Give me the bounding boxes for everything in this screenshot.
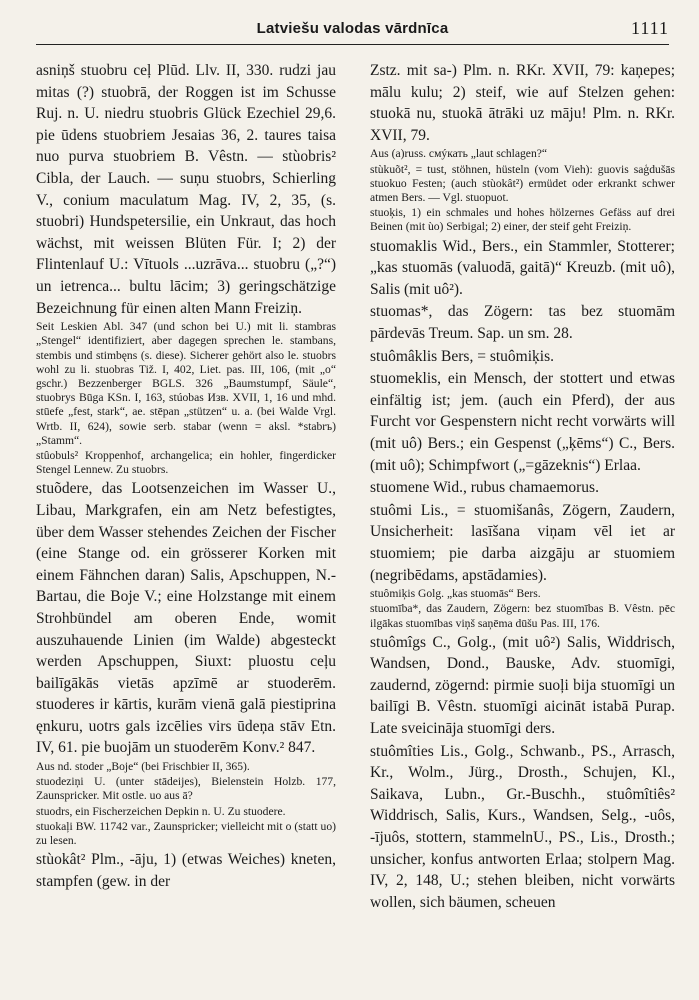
page-number: 1111 bbox=[631, 18, 669, 38]
dictionary-entry-block bbox=[370, 477, 675, 499]
entry-text: stuômîgs C., Golg., (mit uô²) Salis, Widdrisch, Wandsen, Dond., Bauske, Adv. stuomīgi, zaudernd, zögernd: pirmie suoļi bija stuomīgi un bailīgi B. Vêstn. stuomīgi aicināt istabā Purap. Late sveicināja stuomīgi ders. bbox=[370, 633, 675, 738]
entry-text: stuômiķis Golg. „kas stuomās“ Bers. bbox=[370, 587, 541, 601]
dictionary-entry-block bbox=[370, 60, 675, 146]
entry-text: stuokaļi BW. 11742 var., Zaunspricker; vielleicht mit o (statt uo) zu lesen. bbox=[36, 819, 336, 848]
entry-text: stùokât² Plm., -āju, 1) (etwas Weiches) kneten, stampfen (gew. in der bbox=[36, 851, 336, 890]
dictionary-entry-block bbox=[370, 587, 675, 601]
dictionary-entry-block bbox=[370, 602, 675, 630]
dictionary-entry-block bbox=[370, 163, 675, 206]
left-column bbox=[36, 60, 336, 893]
dictionary-entry-block bbox=[36, 805, 336, 819]
entry-text: stuomene Wid., rubus chamaemorus. bbox=[370, 479, 599, 497]
entry-text: stuomība*, das Zaudern, Zögern: bez stuomības B. Vêstn. pēc ilgākas stuomības viņš saņēma dūšu Pas. III, 176. bbox=[370, 602, 675, 630]
dictionary-entry-block bbox=[370, 346, 675, 368]
entry-text: stuõdere, das Lootsenzeichen im Wasser U., Libau, Markgrafen, ein am Netz befestigtes, über dem Wasser stehendes Zeichen der Fischer (eine Stange od. ein grösserer Korken mit einem Fähnchen daran) Salis, Apschuppen, N.-Bartau, die Boje V.; eine Holzstange mit einem Strohbündel am oberen Ende, womit auszuhauende Linien (im Walde) abgesteckt werden Apschuppen, Siuxt: pluostu ceļu bailīgākās vietās apzīmē ar stuoderēm. stuoderes ir kārtis, kurām vienā galā piestiprina ęnkuru, uotrs gals izcēlies virs ūdeņa stāv Etn. IV, 61. pie buojām un stuoderēm Konv.² 847. bbox=[36, 480, 336, 757]
entry-text: Aus (a)russ. смýкать „laut schlagen?“ bbox=[370, 147, 548, 161]
entry-text: asniņš stuobru ceļ Plūd. Llv. II, 330. rudzi jau mitas (?) stuobrā, der Roggen ist im Schusse Ruj. n. U. niedru stuobris Glück Ezechiel 29,6. pie ūdens stuobriem Jesaias 36, 2. taures taisa nuo purva stuobriem B. Vêstn. — stùobris² Cibla, der Lauch. — suņu stuobrs, Schierling V., conium maculatum Mag. IV, 2, 35, (s. stuobri) Hundspetersilie, ein Unkraut, das hoch wächst, mit weissen Blüten Für. I; 2) der Flintenlauf U.: Vītuols ...uzrāva... stuobru („?“) un ietrenca... bultu lācim; 3) geringschätzige Bezeichnung für einen alten Mann Freiziņ. bbox=[36, 62, 336, 317]
entry-text: stuomas*, das Zögern: tas bez stuomām pārdevās Treum. Sap. un sm. 28. bbox=[370, 303, 675, 342]
dictionary-entry-block bbox=[370, 500, 675, 586]
dictionary-entry-block bbox=[36, 320, 336, 448]
dictionary-entry-block bbox=[36, 849, 336, 892]
dictionary-entry-block bbox=[370, 147, 675, 161]
entry-text: stuomeklis, ein Mensch, der stottert und etwas einfältig ist; jem. (auch ein Pferd), der aus Furcht vor Gespenstern nicht recht vorwärts will (mit uô) Bers.; ein Gespenst („ķēms“) C., Bers. (mit uô); Schimpfwort („=gāzeknis“) Erlaa. bbox=[370, 370, 675, 474]
dictionary-entry-block bbox=[36, 449, 336, 477]
dictionary-entry-block bbox=[370, 301, 675, 344]
dictionary-entry-block bbox=[370, 632, 675, 740]
entry-text: stuodrs, ein Fischerzeichen Depkin n. U. Zu stuodere. bbox=[36, 804, 286, 818]
dictionary-entry-block bbox=[370, 741, 675, 914]
entry-text: Aus nd. stoder „Boje“ (bei Frischbier II, 365). bbox=[36, 760, 250, 774]
entry-text: stuoķis, 1) ein schmales und hohes hölzernes Gefäss auf drei Beinen (mit ùo) Serbigal; 2) einer, der steif geht Freiziņ. bbox=[370, 206, 675, 234]
page-header bbox=[36, 18, 669, 45]
entry-text: stùkuõt², = tust, stöhnen, hüsteln (vom Vieh): guovis saģdušās stuokuo Festen; (auch stùokât²) ermüdet oder erkrankt schwer atmen Bers. — Vgl. stuopuot. bbox=[370, 162, 675, 204]
page-title: Latviešu valodas vārdnīca bbox=[256, 20, 449, 37]
dictionary-entry-block bbox=[36, 820, 336, 848]
entry-text: stuômi Lis., = stuomišanâs, Zögern, Zaudern, Unsicherheit: lasīšana viņam vēl iet ar stuomiem; pie darba aizgāju ar stuomiem (negribēdams, apstādamies). bbox=[370, 501, 675, 584]
entry-text: stûobuls² Kroppenhof, archangelica; ein hohler, fingerdicker Stengel Lennew. Zu stuobrs. bbox=[36, 448, 336, 477]
entry-text: stuômâklis Bers, = stuômiķis. bbox=[370, 347, 554, 365]
dictionary-entry-block bbox=[370, 206, 675, 234]
entry-text: stuômîties Lis., Golg., Schwanb., PS., Arrasch, Kr., Wolm., Jürg., Drosth., Schujen, Kl., Saikava, Lubn., Gr.-Buschh., stuômîtiês² Widdrisch, Salis, Kurs., Wandsen, Selg., -uôs, -ījuôs, stottern, stammelnU., PS., Lis., Drosth.; unsicher, konfus antworten Erlaa; stolpern Mag. IV, 2, 148, U.; stehen bleiben, nicht vorwärts wollen, sich bäumen, scheuen bbox=[370, 742, 675, 911]
right-column bbox=[370, 60, 675, 914]
dictionary-entry-block bbox=[370, 368, 675, 476]
dictionary-entry-block bbox=[36, 775, 336, 803]
entry-text: stuomaklis Wid., Bers., ein Stammler, Stotterer; „kas stuomās (valuodā, gaitā)“ Kreuzb. (mit uô), Salis (mit uô²). bbox=[370, 237, 675, 298]
dictionary-entry-block bbox=[36, 478, 336, 759]
dictionary-entry-block bbox=[370, 236, 675, 301]
entry-text: stuodeziņi U. (unter stādeijes), Bielenstein Holzb. 177, Zaunspricker. Mit ostle. uo aus ā? bbox=[36, 775, 336, 803]
dictionary-entry-block bbox=[36, 60, 336, 319]
dictionary-entry-block bbox=[36, 760, 336, 774]
entry-text: Zstz. mit sa-) Plm. n. RKr. XVII, 79: kaņepes; mālu kulu; 2) steif, wie auf Stelzen gehen: stuokā nu, stuokā ātrāki uz māju! Plm. n. RKr. XVII, 79. bbox=[370, 62, 675, 144]
entry-text: Seit Leskien Abl. 347 (und schon bei U.) mit li. stambras „Stengel“ identifiziert, aber dagegen sprechen le. stambans, stembis und stimbęns (s. diese). Sicherer gehört also le. stuobrs wohl zu li. stuobras Tiž. I, 402, Liet. pas. III, 106, (mit „o“ gschr.) Bezzenberger BGLS. 326 „Baumstumpf, Säule“, stuobrys Būga KSn. I, 163, stúobas Изв. XVII, 1, 16 und mhd. stūefe „fest, stark“, ae. stēpan „stützen“ u. a. (bei Walde Vrgl. Wrtb. II, 624), sowie serb. stabar (wenn = aksl. *stabrъ) „Stamm“. bbox=[36, 320, 336, 447]
